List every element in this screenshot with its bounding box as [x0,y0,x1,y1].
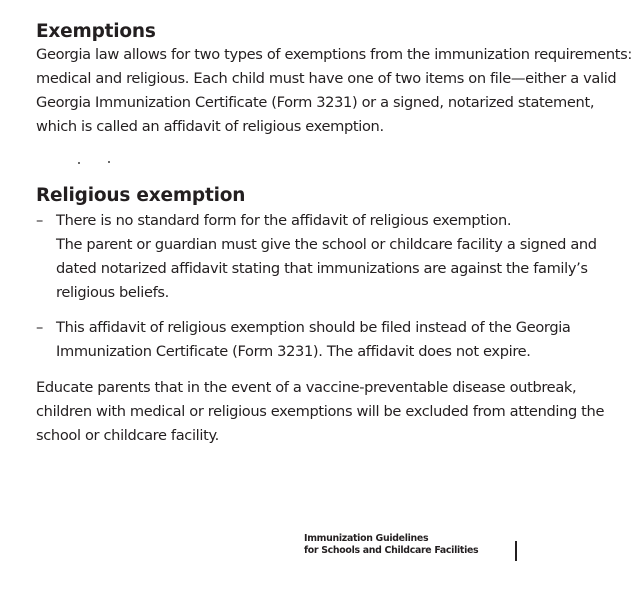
footer-line: for Schools and Childcare Facilities [304,545,479,556]
stray-mark [78,162,80,164]
stray-mark [108,161,110,163]
footer-divider [515,541,517,561]
exemptions-intro-paragraph: Georgia law allows for two types of exemptions from the immunization requirements: medical and religious. Each child must have one of two items on file—either a valid Georgia Immunization Certificate (Form 3231) or a signed, notarized statement, which is called an affidavit of religious exemption. [36,46,632,135]
footer-line: Immunization Guidelines [304,533,429,544]
bullet-text-line1: This affidavit of religious exemption should be filed instead of the Georgia Immunization Certificate (Form 3231). The affidavit does not expire. [56,319,571,360]
educate-parents-paragraph: Educate parents that in the event of a vaccine-preventable disease outbreak, children with medical or religious exemptions will be excluded from attending the school or childcare facility. [36,379,605,444]
list-item [36,316,626,364]
list-item [36,209,626,305]
footer-publication-title [304,533,478,557]
religious-exemption-heading: Religious exemption [36,185,246,206]
bullet-text-line2: The parent or guardian must give the school or childcare facility a signed and dated notarized affidavit stating that immunizations are against the family’s religious beliefs. [56,236,597,301]
exemptions-heading: Exemptions [36,21,156,42]
bullet-dash: – [36,212,43,229]
bullet-dash: – [36,319,43,336]
bullet-text-line1: There is no standard form for the affidavit of religious exemption. [56,212,512,229]
